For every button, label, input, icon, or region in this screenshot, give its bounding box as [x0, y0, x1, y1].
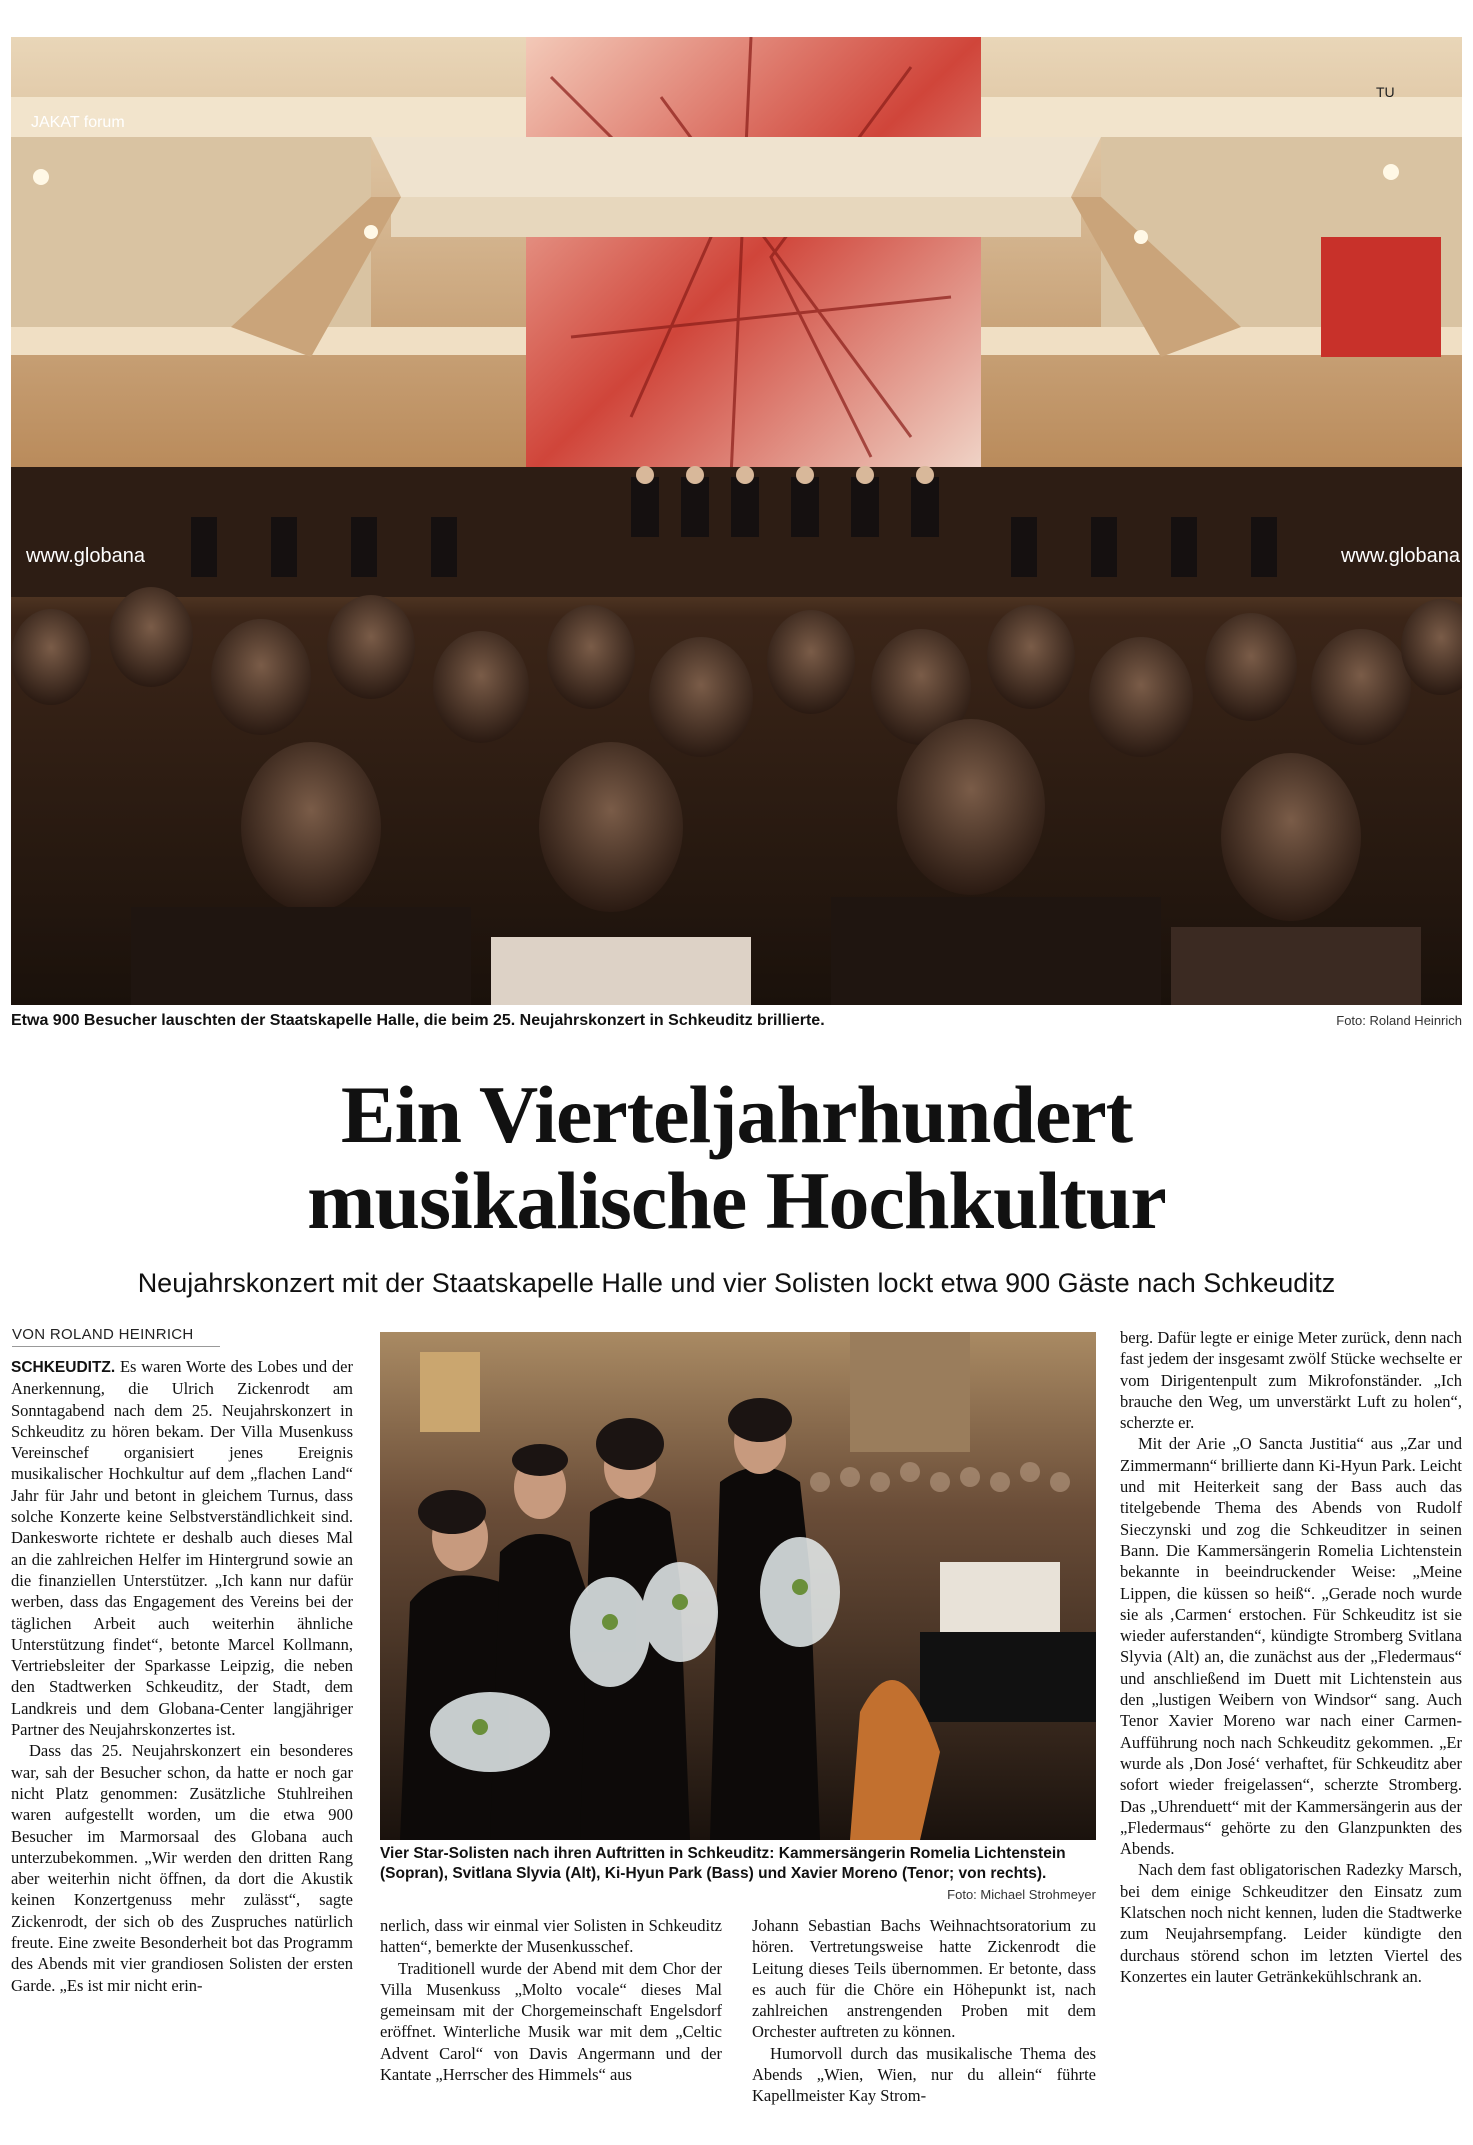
paragraph: nerlich, dass wir einmal vier Solisten in Schkeuditz hatten“, bemerkte der Musenkusschef. — [380, 1916, 722, 1957]
sign-text: JAKAT forum — [31, 114, 125, 131]
article-column-2 — [380, 1915, 722, 2085]
paragraph: berg. Dafür legte er einige Meter zurück, denn nach fast jedem der insgesamt zwölf Stücke wechselte er vom Dirigentenpult zum Mikrofonständer. „Ich brauche den Weg, um unverstärkt Luft zu holen“, scherzte er. — [1120, 1328, 1462, 1433]
byline: VON ROLAND HEINRICH — [12, 1326, 220, 1347]
soloists-photo — [380, 1332, 1096, 1840]
headline-line-2: musikalische Hochkultur — [307, 1155, 1166, 1246]
dateline: SCHKEUDITZ. — [11, 1359, 116, 1376]
inset-photo-caption: Vier Star-Solisten nach ihren Auftritten in Schkeuditz: Kammersängerin Romelia Lichtenstein (Sopran), Svitlana Slyvia (Alt), Ki-Hyun Park (Bass) und Xavier Moreno (Tenor; von rechts). — [380, 1845, 1066, 1882]
svg-text:www.globana: www.globana — [26, 545, 145, 567]
article-column-4 — [1120, 1327, 1462, 1987]
paragraph: Mit der Arie „O Sancta Justitia“ aus „Zar und Zimmermann“ brillierte dann Ki-Hyun Park. Leicht und mit Heiterkeit sang der Bass auch das titelgebende Thema des Abends von Rudolf Sieczynski und zog die Schkeuditzer in seinen Bann. Die Kammersängerin Romelia Lichtenstein bekannte in beeindruckender Weise: „Meine Lippen, die küssen so heiß“. „Gerade noch wurde sie als ‚Carmen‘ erstochen. Für Schkeuditz ist sie wieder auferstanden“, kündigte Stromberg Svitlana Slyvia (Alt) an, die zunächst aus der „Fledermaus“ und anschließend im Duett mit Lichtenstein aus den „lustigen Weibern von Windsor“ sang. Auch Tenor Xavier Moreno war nach einer Carmen-Aufführung noch nach Schkeuditz gekommen. „Er wurde als ‚Don José‘ verhaftet, für Schkeuditz aber sofort wieder freigelassen“, scherzte Stromberg. Das „Uhrenduett“ mit der Kammersängerin aus der „Fledermaus“ gehörte zu den Glanzpunkten des Abends. — [1120, 1434, 1462, 1859]
article-subheadline: Neujahrskonzert mit der Staatskapelle Halle und vier Solisten lockt etwa 900 Gäste nach Schkeuditz — [137, 1268, 1336, 1298]
paragraph: Nach dem fast obligatorischen Radezky Marsch, bei dem einige Schkeuditzer den Einsatz zum Klatschen noch nicht kennen, luden die Stadtwerke zum Neujahrsempfang. Leider kündigte den durchaus störend schon im letzten Viertel des Konzertes ein lauter Getränkekühlschrank an. — [1120, 1860, 1462, 1986]
top-photo-caption: Etwa 900 Besucher lauschten der Staatskapelle Halle, die beim 25. Neujahrskonzert in Schkeuditz brillierte. — [11, 1012, 825, 1029]
article-headline — [0, 1069, 1473, 1246]
headline-line-1: Ein Vierteljahrhundert — [340, 1069, 1133, 1160]
svg-text:www.globana: www.globana — [1341, 545, 1460, 567]
paragraph: Traditionell wurde der Abend mit dem Chor der Villa Musenkuss „Molto vocale“ dieses Mal gemeinsam mit der Chorgemeinschaft Engelsdorf eröffnet. Winterliche Musik war mit dem „Celtic Advent Carol“ von Davis Angermann und der Kantate „Herrscher des Himmels“ aus — [380, 1958, 722, 2085]
top-photo-credit: Foto: Roland Heinrich — [1336, 1013, 1462, 1028]
paragraph: Humorvoll durch das musikalische Thema des Abends „Wien, Wien, nur du allein“ führte Kapellmeister Kay Strom- — [752, 2043, 1096, 2106]
inset-photo-credit: Foto: Michael Strohmeyer — [947, 1887, 1096, 1902]
concert-hall-photo — [11, 37, 1462, 1005]
paragraph: Johann Sebastian Bachs Weihnachtsoratorium zu hören. Vertretungsweise hatte Zickenrodt die Leitung dieses Teils übernommen. Er betonte, dass es auch für die Chöre ein Höhepunkt ist, nach zahlreichen anstrengenden Proben mit dem Orchester auftreten zu können. — [752, 1916, 1096, 2042]
paragraph: SCHKEUDITZ. Es waren Worte des Lobes und der Anerkennung, die Ulrich Zickenrodt am Sonntagabend nach dem 25. Neujahrskonzert in Schkeuditz zu hören bekam. Der Villa Musenkuss Vereinschef organisiert jenes Ereignis musikalischer Hochkultur auf dem „flachen Land“ Jahr für Jahr und betont in gleichem Turnus, dass solche Konzerte keine Selbstverständlichkeit sind. Dankesworte richtete er deshalb auch dieses Mal an die zahlreichen Helfer im Hintergrund sowie an die finanziellen Unterstützer. „Ich kann nur dafür werben, dass das Engagement des Vereins bei der täglichen Arbeit auch weiterhin ähnliche Unterstützung findet“, betonte Marcel Kollmann, Vertriebsleiter der Sparkasse Leipzig, die neben den Stadtwerken Schkeuditz, der Stadt, dem Landkreis und dem Globana-Center langjähriger Partner des Neujahrskonzertes ist. — [11, 1357, 353, 1740]
article-column-1 — [11, 1356, 353, 1996]
paragraph: Dass das 25. Neujahrskonzert ein besonderes war, sah der Besucher schon, da hatte er noch gar nicht Platz genommen: Zusätzliche Stuhlreihen waren aufgestellt worden, um die etwa 900 Besucher im Marmorsaal des Globana auch unterzubekommen. „Wir werden den dritten Rang aber weiterhin nicht öffnen, da dort die Akustik keinen Konzertgenuss mehr zulässt“, sagte Zickenrodt, der sich ob des Zuspruches natürlich freute. Eine zweite Besonderheit bot das Programm des Abends mit vier grandiosen Solisten der ersten Garde. „Es ist mir nicht erin- — [11, 1741, 353, 1995]
svg-text:TU: TU — [1376, 84, 1395, 100]
article-column-3 — [752, 1915, 1096, 2107]
